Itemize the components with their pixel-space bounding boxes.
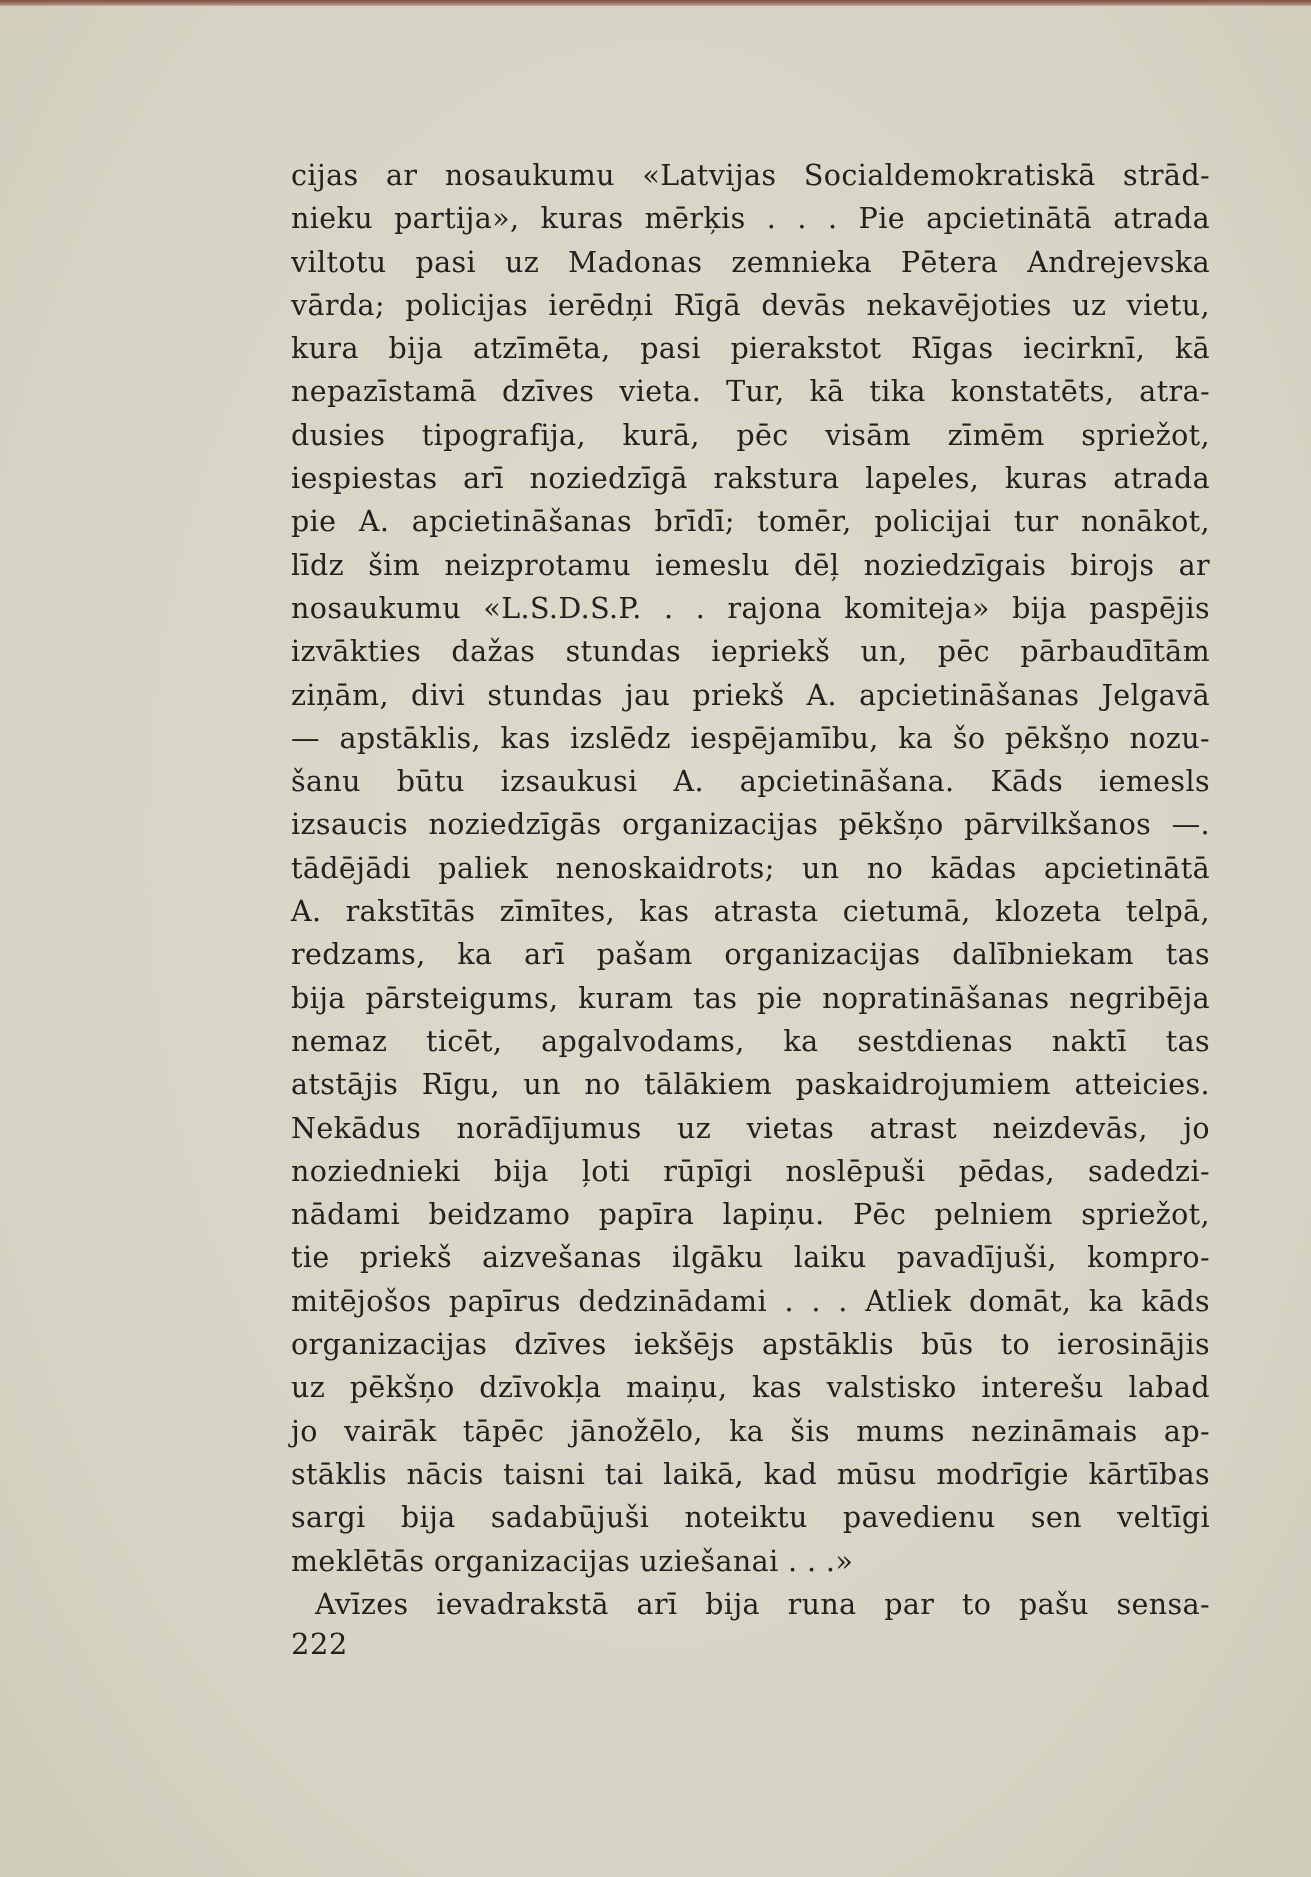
text-line: stāklis nācis taisni tai laikā, kad mūsu modrīgie kārtības — [291, 1457, 1210, 1491]
text-line: ziņām, divi stundas jau priekš A. apcietināšanas Jelgavā — [291, 678, 1210, 712]
text-line: dusies tipografija, kurā, pēc visām zīmēm spriežot, — [291, 418, 1210, 452]
text-line: kura bija atzīmēta, pasi pierakstot Rīgas iecirknī, kā — [291, 332, 1210, 366]
text-line: A. rakstītās zīmītes, kas atrasta cietumā, klozeta telpā, — [291, 895, 1210, 929]
text-line: izsaucis noziedzīgās organizacijas pēkšņo pārvilkšanos —. — [291, 808, 1210, 842]
text-line: nosaukumu «L.S.D.S.P. . . rajona komiteja» bija paspējis — [291, 591, 1210, 625]
text-line: tādējādi paliek nenoskaidrots; un no kādas apcietinātā — [291, 851, 1210, 885]
text-line: meklētās organizacijas uziešanai . . .» — [291, 1544, 854, 1578]
text-line: nādami beidzamo papīra lapiņu. Pēc pelniem spriežot, — [291, 1198, 1210, 1232]
text-line: viltotu pasi uz Madonas zemnieka Pētera Andrejevska — [291, 245, 1210, 279]
text-line: vārda; policijas ierēdņi Rīgā devās nekavējoties uz vietu, — [291, 288, 1210, 322]
text-line: sargi bija sadabūjuši noteiktu pavedienu sen veltīgi — [291, 1501, 1210, 1535]
text-line: pie A. apcietināšanas brīdī; tomēr, policijai tur nonākot, — [291, 505, 1210, 539]
text-line: līdz šim neizprotamu iemeslu dēļ noziedzīgais birojs ar — [291, 548, 1210, 582]
text-line: redzams, ka arī pašam organizacijas dalībniekam tas — [291, 938, 1210, 972]
text-line: uz pēkšņo dzīvokļa maiņu, kas valstisko interešu labad — [291, 1371, 1210, 1405]
text-line: bija pārsteigums, kuram tas pie nopratināšanas negribēja — [291, 981, 1210, 1015]
page-top-edge — [0, 0, 1311, 6]
text-line: noziednieki bija ļoti rūpīgi noslēpuši pēdas, sadedzi- — [291, 1154, 1210, 1188]
text-line: atstājis Rīgu, un no tālākiem paskaidrojumiem atteicies. — [291, 1068, 1210, 1102]
text-line: mitējošos papīrus dedzinādami . . . Atliek domāt, ka kāds — [291, 1284, 1210, 1318]
text-line: organizacijas dzīves iekšējs apstāklis būs to ierosinājis — [291, 1328, 1210, 1362]
text-line: iespiestas arī noziedzīgā rakstura lapeles, kuras atrada — [291, 462, 1210, 496]
text-line: Avīzes ievadrakstā arī bija runa par to pašu sensa- — [315, 1587, 1210, 1621]
text-line: tie priekš aizvešanas ilgāku laiku pavadījuši, kompro- — [291, 1241, 1210, 1275]
text-line: izvākties dažas stundas iepriekš un, pēc pārbaudītām — [291, 635, 1210, 669]
text-line: šanu būtu izsaukusi A. apcietināšana. Kāds iemesls — [291, 765, 1210, 799]
text-line: — apstāklis, kas izslēdz iespējamību, ka šo pēkšņo nozu- — [291, 721, 1210, 755]
text-line: Nekādus norādījumus uz vietas atrast neizdevās, jo — [291, 1111, 1210, 1145]
text-line: nepazīstamā dzīves vieta. Tur, kā tika konstatēts, atra- — [291, 375, 1210, 409]
text-line: nieku partija», kuras mērķis . . . Pie apcietinātā atrada — [291, 202, 1210, 236]
text-line: nemaz ticēt, apgalvodams, ka sestdienas naktī tas — [291, 1024, 1210, 1058]
page-number: 222 — [291, 1627, 348, 1661]
body-text — [291, 154, 1210, 1626]
text-line: cijas ar nosaukumu «Latvijas Socialdemokratiskā strād- — [291, 159, 1210, 192]
text-line: jo vairāk tāpēc jānožēlo, ka šis mums nezināmais ap- — [291, 1414, 1210, 1448]
